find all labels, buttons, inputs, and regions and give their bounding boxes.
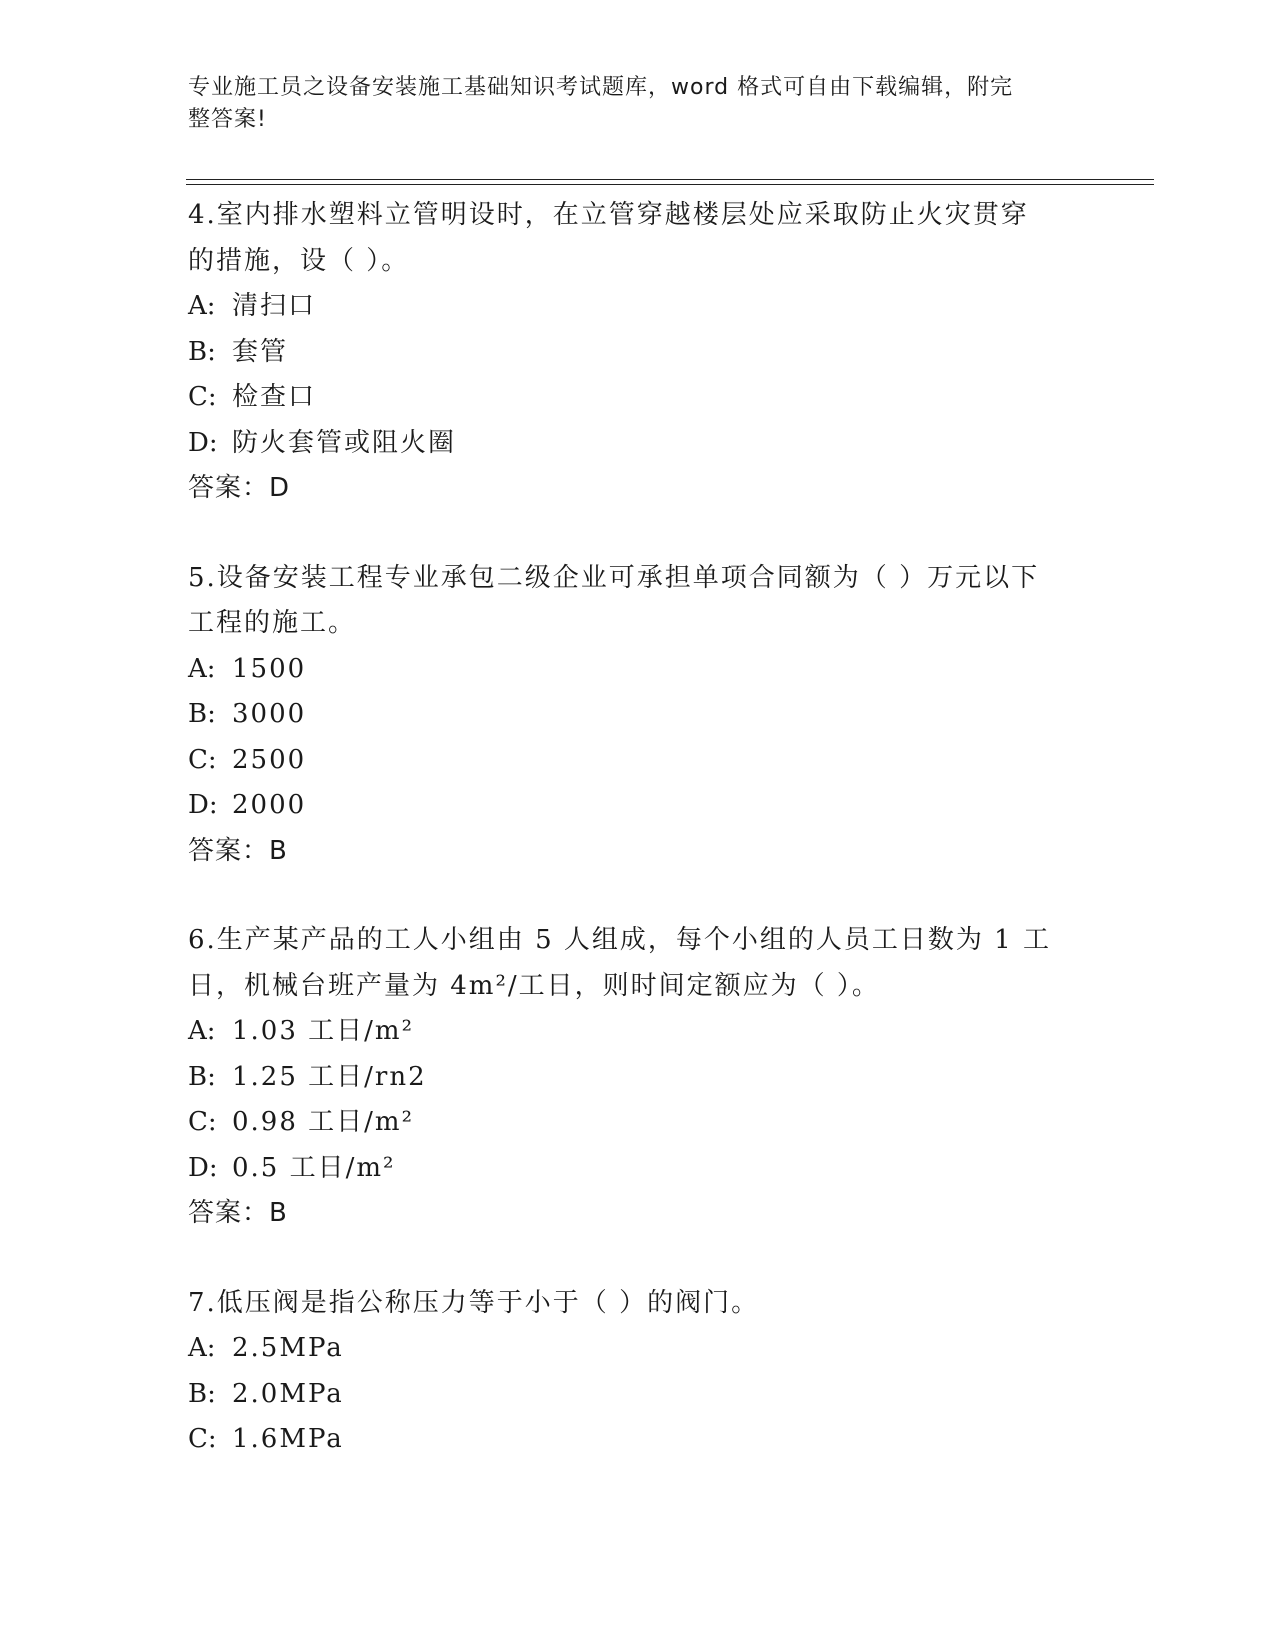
option-a xyxy=(188,284,1088,330)
question-stem-line: 工程的施工。 xyxy=(188,608,357,638)
option-label: C: xyxy=(188,1107,217,1137)
option-b xyxy=(188,1055,1088,1101)
question-stem-line: 4.室内排水塑料立管明设时，在立管穿越楼层处应采取防止火灾贯穿 xyxy=(188,200,1029,230)
option-d xyxy=(188,1146,1088,1192)
option-text: 清扫口 xyxy=(232,291,317,321)
option-c xyxy=(188,1417,1088,1463)
option-label: A: xyxy=(188,653,216,684)
option-text: 3000 xyxy=(232,699,307,729)
question-stem-line: 7.低压阀是指公称压力等于小于（ ）的阀门。 xyxy=(188,1287,760,1318)
option-label: B: xyxy=(188,699,216,729)
option-label: D: xyxy=(188,427,218,458)
header-line-1: 专业施工员之设备安装施工基础知识考试题库，word 格式可自由下载编辑，附完 xyxy=(188,75,1014,100)
question-stem-line: 6.生产某产品的工人小组由 5 人组成，每个小组的人员工日数为 1 工 xyxy=(188,925,1051,955)
question-5 xyxy=(188,556,1088,875)
option-text: 防火套管或阻火圈 xyxy=(232,427,457,458)
option-text: 0.5 工日/m² xyxy=(232,1152,396,1183)
option-text: 2.5MPa xyxy=(232,1333,344,1363)
answer-line: 答案：B xyxy=(188,835,288,866)
question-list xyxy=(188,193,1088,1507)
option-b xyxy=(188,330,1088,376)
option-a xyxy=(188,1326,1088,1372)
question-7 xyxy=(188,1281,1088,1463)
option-text: 1500 xyxy=(232,653,307,684)
option-d xyxy=(188,783,1088,829)
option-label: B: xyxy=(188,1061,216,1092)
option-c xyxy=(188,375,1088,421)
question-stem-line: 日，机械台班产量为 4m²/工日，则时间定额应为（ ）。 xyxy=(188,970,880,1001)
option-label: D: xyxy=(188,790,218,820)
option-b xyxy=(188,692,1088,738)
option-text: 套管 xyxy=(232,336,289,367)
option-label: A: xyxy=(188,1333,216,1363)
option-a xyxy=(188,647,1088,693)
option-label: A: xyxy=(188,1016,216,1046)
option-c xyxy=(188,738,1088,784)
option-label: C: xyxy=(188,1424,217,1454)
option-text: 1.25 工日/rn2 xyxy=(232,1061,427,1092)
option-label: B: xyxy=(188,1378,216,1409)
option-b xyxy=(188,1372,1088,1418)
header-divider-top xyxy=(186,179,1154,180)
answer-line: 答案：D xyxy=(188,473,291,503)
option-text: 1.6MPa xyxy=(232,1424,344,1454)
option-label: D: xyxy=(188,1152,218,1183)
question-6 xyxy=(188,918,1088,1237)
question-stem-line: 5.设备安装工程专业承包二级企业可承担单项合同额为（ ）万元以下 xyxy=(188,562,1040,593)
option-a xyxy=(188,1009,1088,1055)
option-text: 0.98 工日/m² xyxy=(232,1107,414,1137)
option-label: A: xyxy=(188,291,216,321)
answer-line: 答案：B xyxy=(188,1198,288,1228)
option-label: C: xyxy=(188,382,217,412)
option-label: B: xyxy=(188,336,216,367)
header-line-2: 整答案! xyxy=(188,107,267,132)
header-divider-bottom xyxy=(186,184,1154,185)
option-c xyxy=(188,1100,1088,1146)
option-text: 2.0MPa xyxy=(232,1378,344,1409)
option-text: 检查口 xyxy=(232,382,317,412)
question-4 xyxy=(188,193,1088,512)
option-text: 2000 xyxy=(232,790,307,820)
option-label: C: xyxy=(188,744,217,775)
option-text: 1.03 工日/m² xyxy=(232,1016,414,1046)
option-text: 2500 xyxy=(232,744,307,775)
question-stem-line: 的措施，设（ ）。 xyxy=(188,245,410,276)
document-header xyxy=(188,72,1068,136)
option-d xyxy=(188,421,1088,467)
